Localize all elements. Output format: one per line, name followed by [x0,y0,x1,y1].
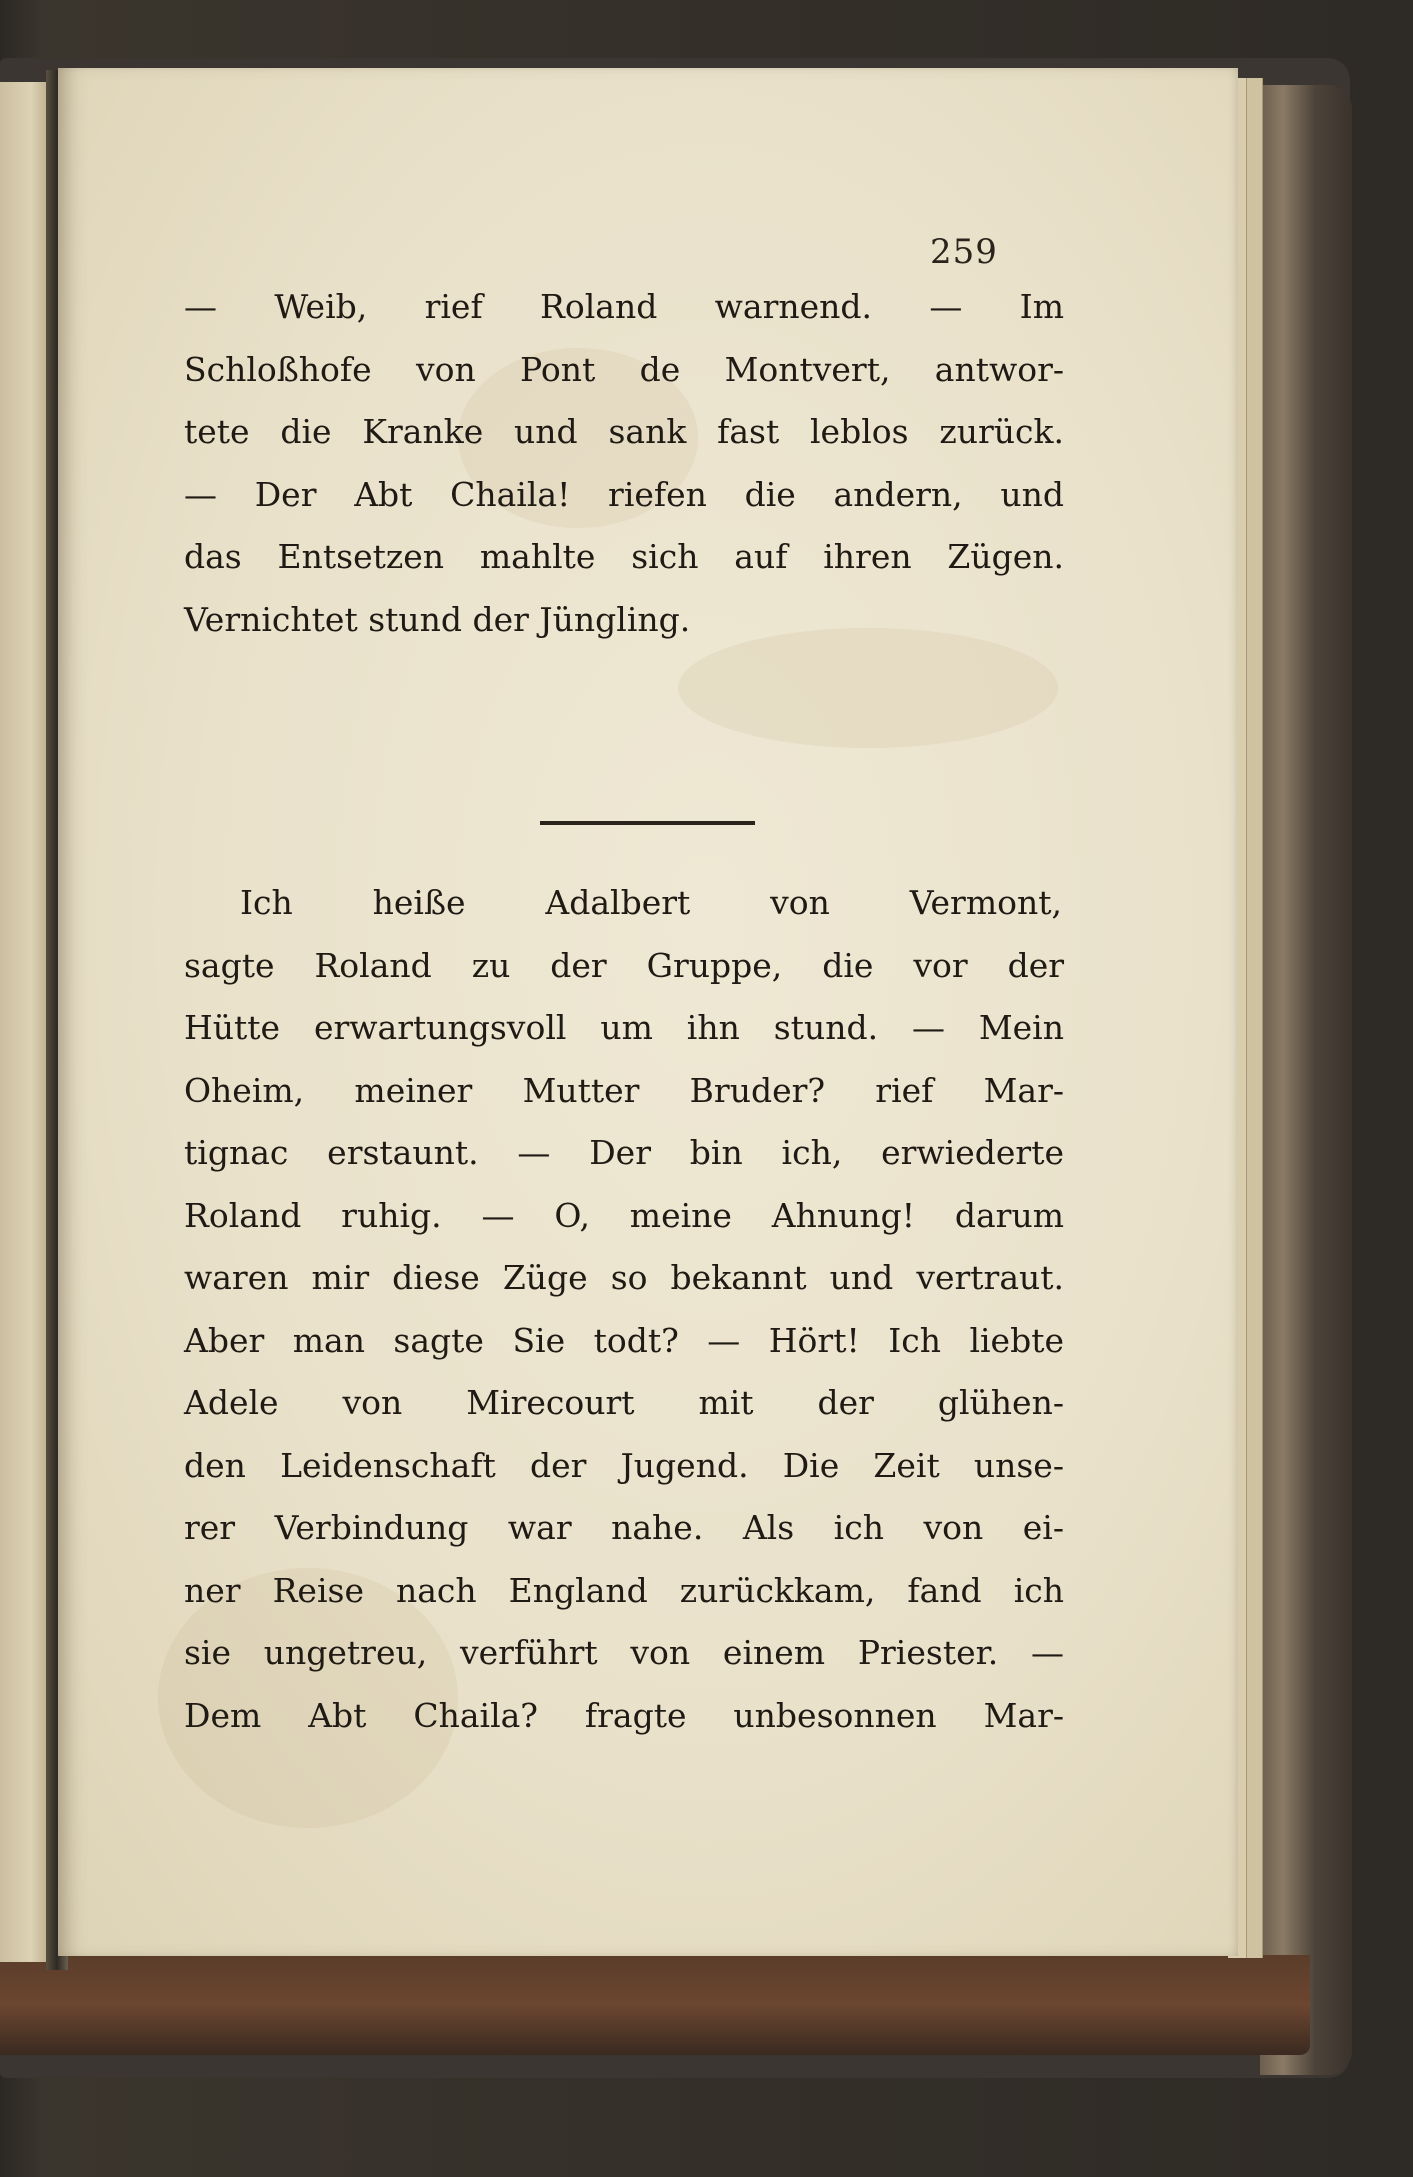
section-divider [540,821,755,825]
text-line: sagte Roland zu der Gruppe, die vor der [184,945,1064,985]
text-line: tete die Kranke und sank fast leblos zurück. [184,412,1064,451]
paragraph-1 [184,276,1064,651]
text-line: tignac erstaunt. — Der bin ich, erwiederte [184,1133,1064,1172]
text-line: Vernichtet stund der Jüngling. [184,599,691,639]
text-line: das Entsetzen mahlte sich auf ihren Zügen. [184,537,1064,576]
text-line: waren mir diese Züge so bekannt und vertraut. [184,1258,1064,1297]
text-line: rer Verbindung war nahe. Als ich von ei- [184,1508,1064,1547]
cover-bottom-edge [0,1955,1310,2055]
text-line: Roland ruhig. — O, meine Ahnung! darum [184,1195,1064,1235]
text-line: — Weib, rief Roland warnend. — Im [184,287,1064,326]
text-line: Hütte erwartungsvoll um ihn stund. — Mein [184,1008,1064,1047]
text-line: sie ungetreu, verführt von einem Priester. — [184,1633,1064,1672]
page-number: 259 [930,232,998,272]
cover-edge [1260,85,1352,2075]
text-line: Oheim, meiner Mutter Bruder? rief Mar- [184,1070,1064,1110]
text-line: Schloßhofe von Pont de Montvert, antwor- [184,349,1064,389]
text-line: Adele von Mirecourt mit der glühen- [184,1383,1064,1422]
text-line: Dem Abt Chaila? fragte unbesonnen Mar- [184,1695,1064,1735]
paragraph-2 [184,872,1064,1747]
text-line: Ich heiße Adalbert von Vermont, [240,883,1062,922]
text-line: — Der Abt Chaila! riefen die andern, und [184,474,1064,514]
previous-page-edge [0,82,52,1962]
text-line: ner Reise nach England zurückkam, fand ich [184,1570,1064,1610]
text-line: den Leidenschaft der Jugend. Die Zeit unse- [184,1445,1064,1485]
text-line: Aber man sagte Sie todt? — Hört! Ich liebte [184,1320,1064,1360]
